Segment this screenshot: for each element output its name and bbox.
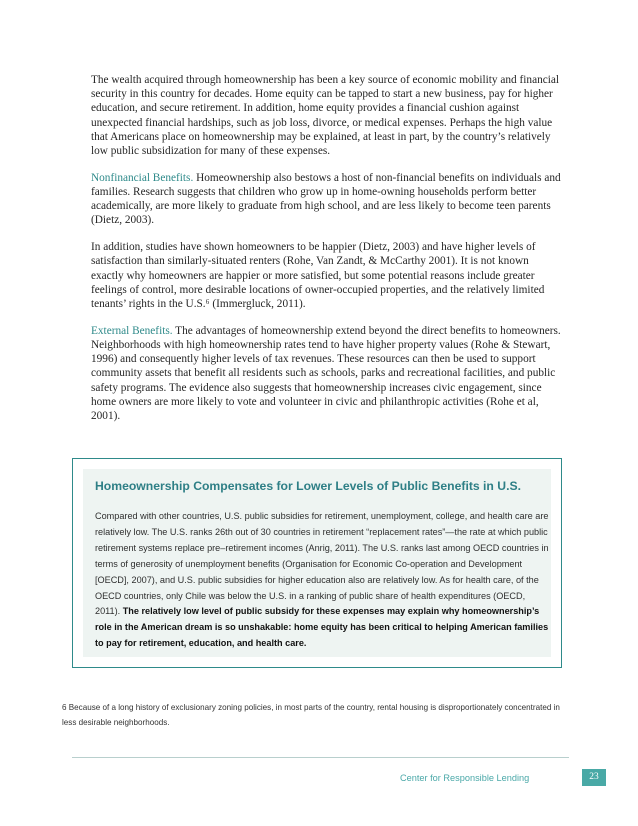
callout-text [95,509,550,652]
footnote: 6 Because of a long history of exclusionary zoning policies, in most parts of the country, rental housing is disproportionately concentrated in less desirable neighborhoods. [62,703,560,727]
callout-body: Compared with other countries, U.S. public subsidies for retirement, unemployment, college, and health care are relatively low. The U.S. ranks 26th out of 30 countries in retirement “replacement rates”—the rate at which public retirement systems replace pre–retirement incomes (Anrig, 2011). The U.S. ranks last among OECD countries in terms of generosity of unemployment benefits (Organisation for Economic Co-operation and Development [OECD], 2007), and U.S. public subsidies for higher education also are relatively low. As for health care, of the OECD countries, only Chile was below the U.S. in a ranking of public share of health expenditures (OECD, 2011). [95,511,549,617]
callout-box [72,458,562,668]
callout-emphasis: The relatively low level of public subsidy for these expenses may explain why homeownership’s role in the American dream is so unshakable: home equity has been critical to helping American families to pay for retirement, education, and health care. [95,606,549,649]
page-number: 23 [582,769,606,786]
paragraph-external-benefits [91,324,561,423]
paragraph-text: The advantages of homeownership extend beyond the direct benefits to homeowners. Neighborhoods with high homeownership rates tend to have higher property values (Rohe & Stewart, 1996) and consequently higher levels of tax revenues. These resources can then be used to support community assets that benefit all residents such as schools, parks and recreational facilities, and public safety programs. The evidence also suggests that homeownership increases civic engagement, since home owners are more likely to vote and volunteer in civic and philanthropic activities (Rohe et al, 2001). [91,324,561,423]
paragraph-text: In addition, studies have shown homeowners to be happier (Dietz, 2003) and have higher levels of satisfaction than similarly-situated renters (Rohe, Van Zandt, & McCarthy 2001). It is not known exactly why homeowners are happier or more satisfied, but some potential reasons include greater feelings of control, more desirable locations of owner-occupied properties, and the relatively limited tenants’ rights in the U.S.⁶ (Immergluck, 2011). [91,241,545,311]
paragraph-lead: Nonfinancial Benefits. [91,171,194,184]
footer-divider [72,757,569,758]
paragraph-text: Homeownership also bestows a host of non-financial benefits on individuals and families. Research suggests that children who grow up in home-owning households perform better academically, are more likely to graduate from high school, and are less likely to become teen parents (Dietz, 2003). [91,171,561,227]
main-text [91,73,561,436]
paragraph-nonfinancial-benefits [91,171,561,228]
callout-title: Homeownership Compensates for Lower Levels of Public Benefits in U.S. [95,479,521,493]
paragraph-text: The wealth acquired through homeownership has been a key source of economic mobility and financial security in this country for decades. Home equity can be tapped to start a new business, pay for higher education, and secure retirement. In addition, home equity provides a financial cushion against unexpected financial hardships, such as job loss, divorce, or medical expenses. Perhaps the high value that Americans place on homeownership may be explained, at least in part, by the country’s relatively low public subsidization for many of these expenses. [91,74,560,158]
paragraph-happiness [91,240,561,311]
paragraph-wealth [91,73,561,158]
paragraph-lead: External Benefits. [91,324,173,337]
footer-organization: Center for Responsible Lending [400,773,530,783]
